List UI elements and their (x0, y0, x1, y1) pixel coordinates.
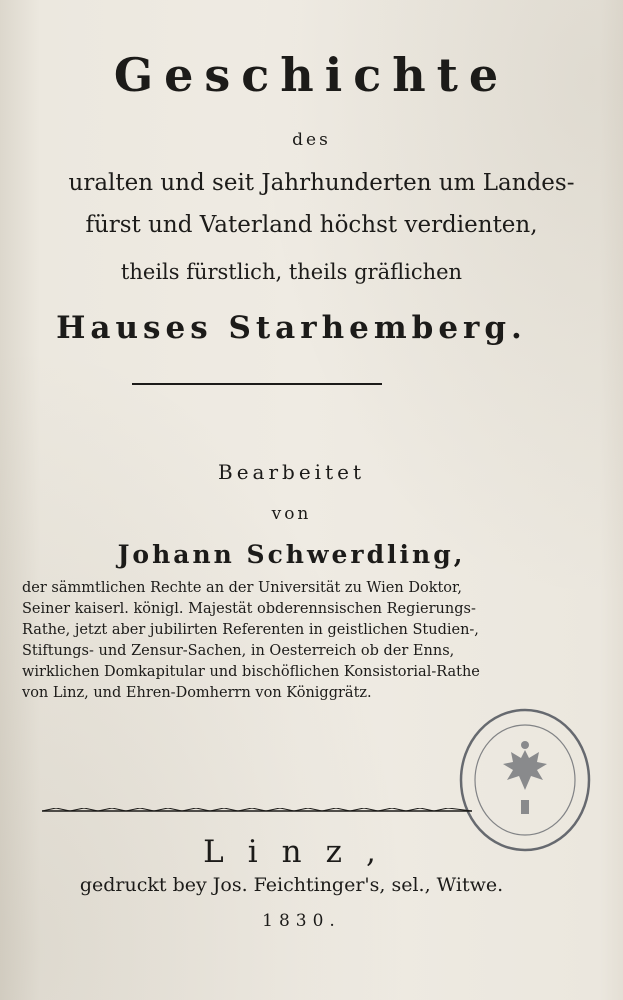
author-name: Johann Schwerdling, (117, 540, 466, 569)
double-eagle-icon (503, 741, 547, 814)
author-description (22, 578, 506, 704)
printer-line: gedruckt bey Jos. Feichtinger's, sel., Witwe. (79, 874, 504, 896)
description-line: Rathe, jetzt aber jubilirten Referenten in geistlichen Studien-, (22, 622, 479, 638)
by-label: von (271, 504, 312, 524)
article-des: des (292, 130, 331, 150)
description-line: Stiftungs- und Zensur-Sachen, in Oesterreich ob der Enns, (22, 643, 455, 659)
library-stamp (455, 705, 595, 855)
book-title: Geschichte (113, 48, 510, 102)
place-of-print: Linz, (203, 834, 400, 870)
description-line: wirklichen Domkapitular und bischöflichen Konsistorial-Rathe (22, 664, 480, 680)
subtitle-line-2: fürst und Vaterland höchst verdienten, (85, 212, 538, 238)
house-name: Hauses Starhemberg. (56, 310, 527, 346)
edited-label: Bearbeitet (218, 460, 365, 484)
description-line: Seiner kaiserl. königl. Majestät obderennsischen Regierungs- (22, 601, 476, 617)
ornamental-rule (42, 808, 472, 814)
description-line: von Linz, und Ehren-Domherrn von Königgrätz. (22, 685, 372, 701)
year-of-print: 1830. (262, 911, 341, 931)
subtitle-line-3: theils fürstlich, theils gräflichen (120, 260, 463, 284)
subtitle-line-1: uralten und seit Jahrhunderten um Landes- (68, 170, 575, 196)
description-line: der sämmtlichen Rechte an der Universität zu Wien Doktor, (22, 580, 462, 596)
divider-rule (132, 383, 382, 385)
